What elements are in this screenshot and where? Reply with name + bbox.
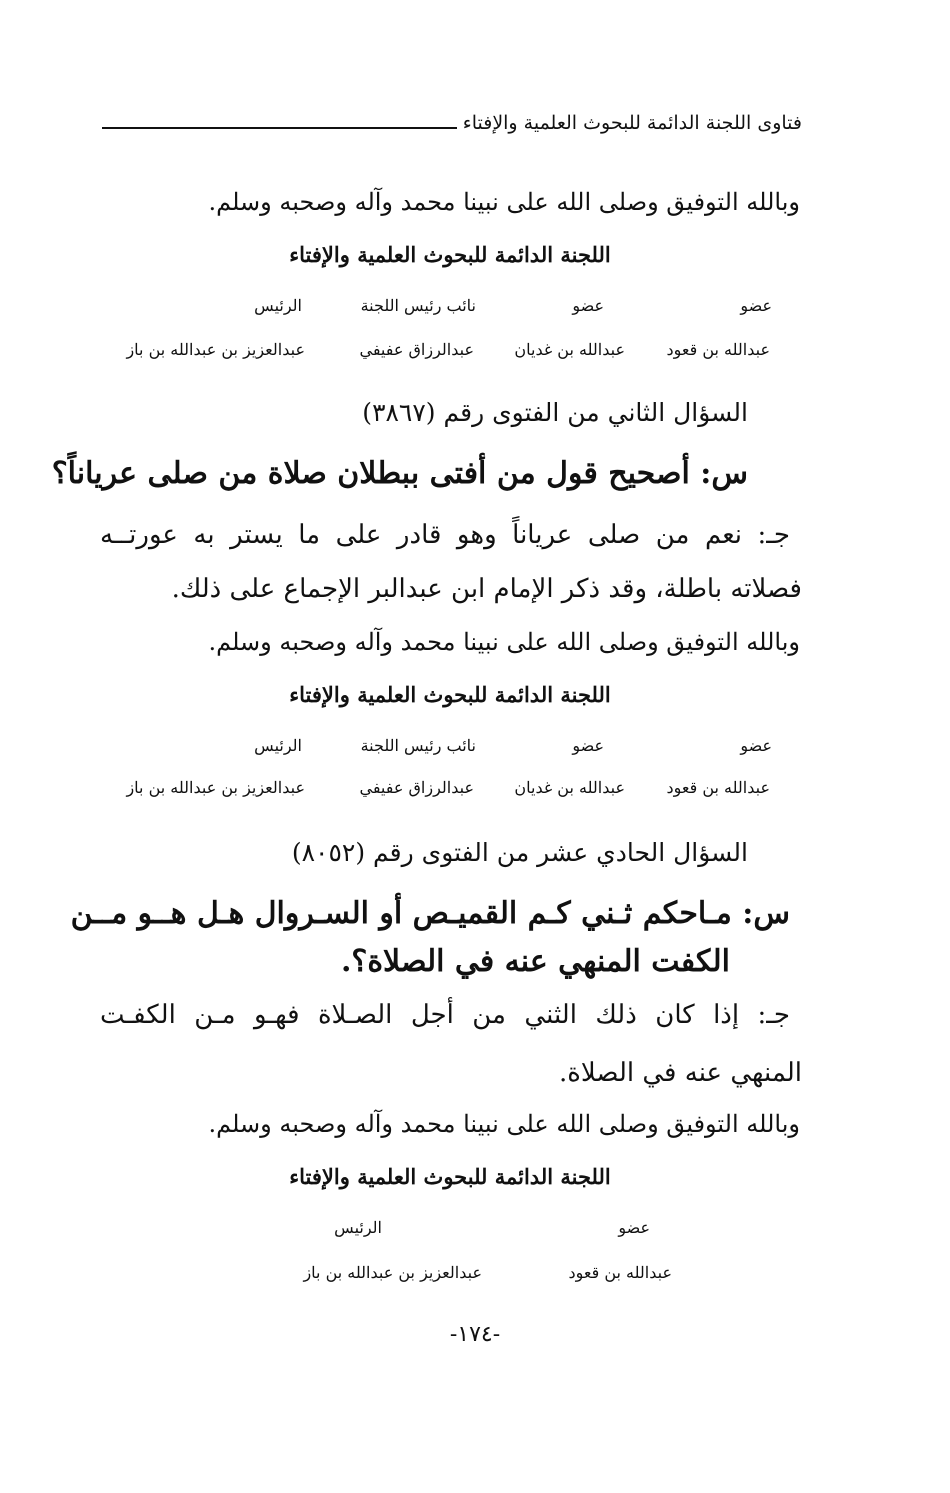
signatory-names xyxy=(70,340,770,370)
answer-line: جـ: نعم من صلى عرياناً وهو قادر على ما يستر به عورتــه xyxy=(100,520,790,550)
name-ibn-baz: عبدالعزيز بن عبدالله بن باز xyxy=(126,778,305,797)
signatory-titles xyxy=(72,736,772,766)
closing-formula: وبالله التوفيق وصلى الله على نبينا محمد وآله وصحبه وسلم. xyxy=(208,628,800,656)
title-member: عضو xyxy=(572,296,604,315)
page-number: -١٧٤- xyxy=(449,1322,501,1347)
name-ibn-ghudayan: عبدالله بن غديان xyxy=(514,778,625,797)
closing-formula: وبالله التوفيق وصلى الله على نبينا محمد وآله وصحبه وسلم. xyxy=(208,188,800,216)
title-member: عضو xyxy=(572,736,604,755)
title-member: عضو xyxy=(740,296,772,315)
title-member: عضو xyxy=(740,736,772,755)
name-ibn-baz: عبدالعزيز بن عبدالله بن باز xyxy=(303,1263,482,1282)
fatwa-title: السؤال الثاني من الفتوى رقم (٣٨٦٧) xyxy=(362,398,748,427)
answer-line: المنهي عنه في الصلاة. xyxy=(559,1058,802,1088)
question-line: س: مـاحكم ثـني كـم القميـص أو السـروال هـل هــو مــن xyxy=(70,896,790,931)
name-afifi: عبدالرزاق عفيفي xyxy=(359,778,474,797)
running-header xyxy=(102,112,802,134)
title-chairman: الرئيس xyxy=(254,296,302,315)
signatory-names xyxy=(70,778,770,808)
committee-name: اللجنة الدائمة للبحوث العلمية والإفتاء xyxy=(289,1164,611,1189)
name-ibn-ghudayan: عبدالله بن غديان xyxy=(514,340,625,359)
title-vice-chairman: نائب رئيس اللجنة xyxy=(360,736,476,755)
signatory-titles xyxy=(250,1218,650,1248)
name-ibn-qaud: عبدالله بن قعود xyxy=(568,1263,672,1282)
committee-name: اللجنة الدائمة للبحوث العلمية والإفتاء xyxy=(289,242,611,267)
answer-line: جـ: إذا كان ذلك الثني من أجل الصـلاة فهـو مـن الكفـت xyxy=(100,1000,790,1030)
signatory-titles xyxy=(72,296,772,326)
title-chairman: الرئيس xyxy=(334,1218,382,1237)
committee-name: اللجنة الدائمة للبحوث العلمية والإفتاء xyxy=(289,682,611,707)
name-ibn-qaud: عبدالله بن قعود xyxy=(666,778,770,797)
fatwa-title: السؤال الحادي عشر من الفتوى رقم (٨٠٥٢) xyxy=(291,838,748,867)
name-ibn-baz: عبدالعزيز بن عبدالله بن باز xyxy=(126,340,305,359)
title-chairman: الرئيس xyxy=(254,736,302,755)
closing-formula: وبالله التوفيق وصلى الله على نبينا محمد وآله وصحبه وسلم. xyxy=(208,1110,800,1138)
header-rule xyxy=(102,127,457,129)
running-title: فتاوى اللجنة الدائمة للبحوث العلمية والإفتاء xyxy=(462,112,802,134)
name-afifi: عبدالرزاق عفيفي xyxy=(359,340,474,359)
title-member: عضو xyxy=(618,1218,650,1237)
question: س: أصحيح قول من أفتى ببطلان صلاة من صلى عرياناً؟ xyxy=(51,456,748,491)
question-line: الكفت المنهي عنه في الصلاة؟. xyxy=(340,944,730,979)
name-ibn-qaud: عبدالله بن قعود xyxy=(666,340,770,359)
title-vice-chairman: نائب رئيس اللجنة xyxy=(360,296,476,315)
signatory-names xyxy=(172,1263,672,1293)
answer-line: فصلاته باطلة، وقد ذكر الإمام ابن عبدالبر الإجماع على ذلك. xyxy=(171,574,802,604)
